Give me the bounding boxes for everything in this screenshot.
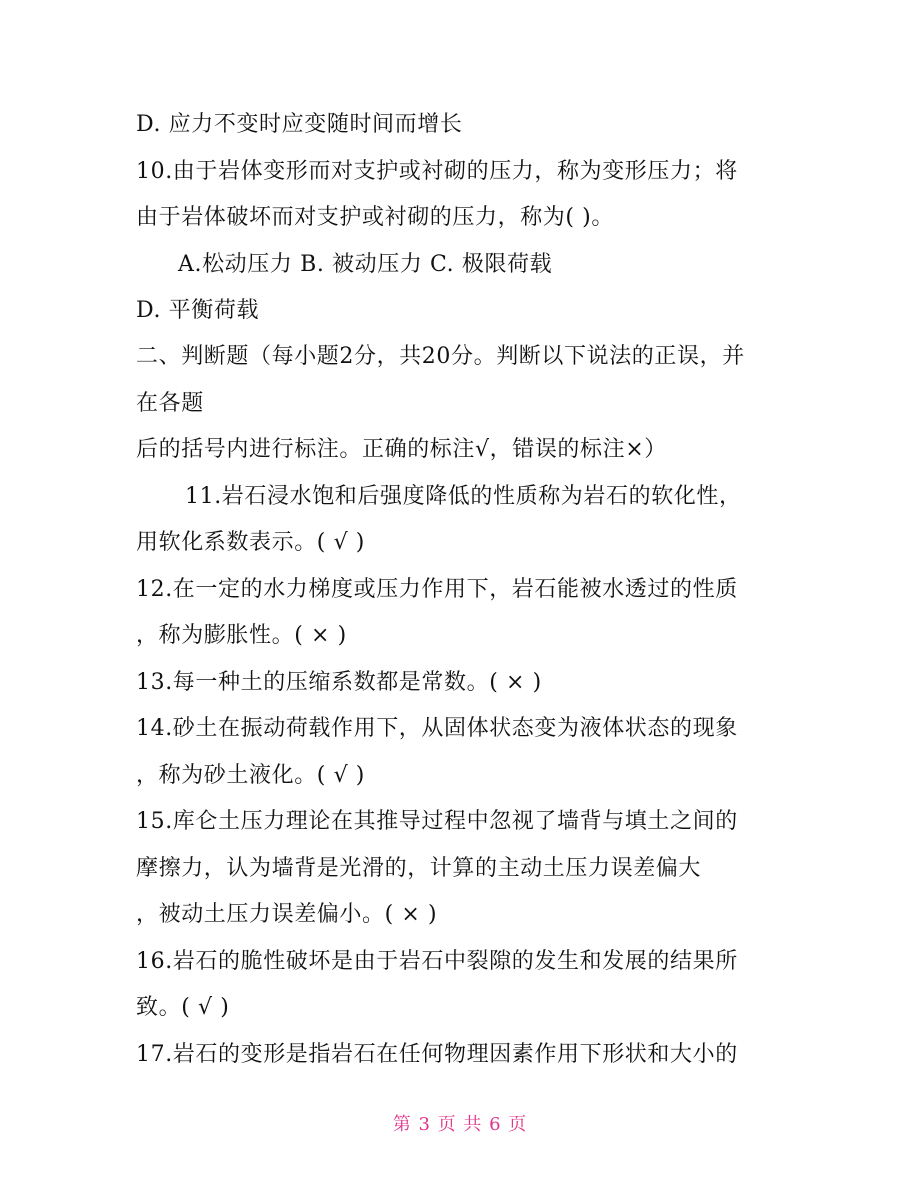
question-12-line-1: 12.在一定的水力梯度或压力作用下，岩石能被水透过的性质 <box>136 577 738 602</box>
question-15-line-3: ，被动土压力误差偏小。( × ) <box>136 902 438 927</box>
section-2-heading-line-2: 在各题 <box>136 391 204 416</box>
question-10-line-2: 由于岩体破坏而对支护或衬砌的压力，称为( )。 <box>136 205 614 230</box>
section-2-instructions: 后的括号内进行标注。正确的标注√，错误的标注×） <box>136 437 667 462</box>
question-17-line-1: 17.岩石的变形是指岩石在任何物理因素作用下形状和大小的 <box>136 1042 738 1067</box>
question-14-line-1: 14.砂土在振动荷载作用下，从固体状态变为液体状态的现象 <box>136 716 738 741</box>
question-15-line-2: 摩擦力，认为墙背是光滑的，计算的主动土压力误差偏大 <box>136 856 702 881</box>
option-d-q9: D. 应力不变时应变随时间而增长 <box>136 112 463 137</box>
question-13: 13.每一种土的压缩系数都是常数。( × ) <box>136 670 542 695</box>
question-11-line-1: 11.岩石浸水饱和后强度降低的性质称为岩石的软化性， <box>185 484 742 509</box>
question-11-line-2: 用软化系数表示。( √ ) <box>136 530 365 555</box>
question-12-line-2: ，称为膨胀性。( × ) <box>136 623 347 648</box>
question-15-line-1: 15.库仑土压力理论在其推导过程中忽视了墙背与填土之间的 <box>136 809 738 834</box>
question-10-option-d: D. 平衡荷载 <box>136 298 260 323</box>
question-10-line-1: 10.由于岩体变形而对支护或衬砌的压力，称为变形压力；将 <box>136 159 738 184</box>
page-number-footer: 第 3 页 共 6 页 <box>392 1114 528 1135</box>
question-14-line-2: ，称为砂土液化。( √ ) <box>136 763 365 788</box>
section-2-heading-line-1: 二、判断题（每小题2分，共20分。判断以下说法的正误，并 <box>136 344 745 369</box>
question-16-line-2: 致。( √ ) <box>136 995 230 1020</box>
question-10-options-abc: A.松动压力 B. 被动压力 C. 极限荷载 <box>178 252 553 277</box>
question-16-line-1: 16.岩石的脆性破坏是由于岩石中裂隙的发生和发展的结果所 <box>136 949 738 974</box>
